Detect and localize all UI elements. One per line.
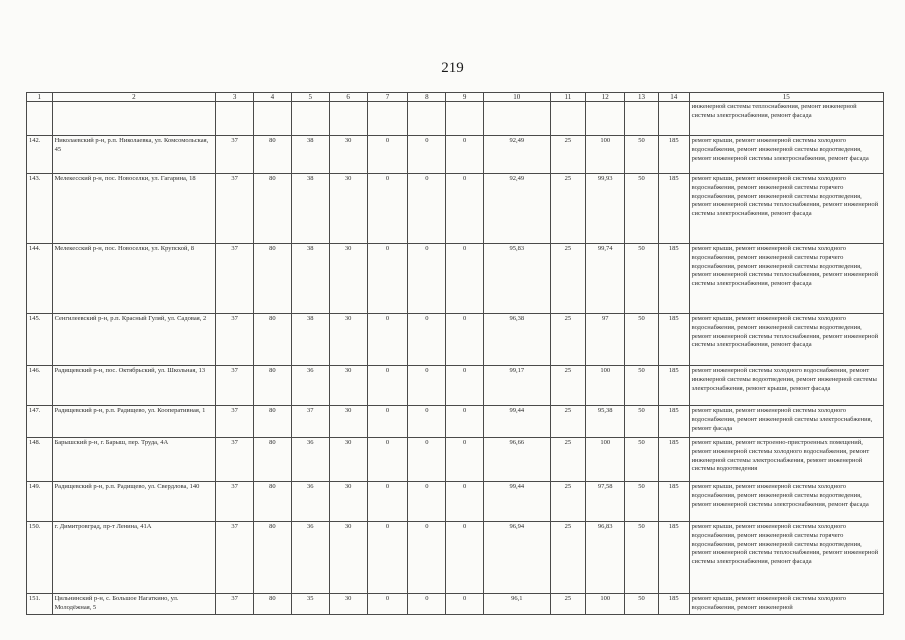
table-row: [27, 314, 884, 366]
address-cell: г. Димитровград, пр-т Ленина, 41А: [52, 522, 216, 594]
row-number: 151.: [27, 594, 53, 615]
value-cell: 99,17: [484, 366, 550, 406]
column-header: 11: [550, 93, 586, 102]
value-cell: 25: [550, 314, 586, 366]
value-cell: 99,74: [586, 244, 625, 314]
value-cell: 38: [291, 174, 329, 244]
table-row: [27, 594, 884, 615]
table-row: [27, 244, 884, 314]
value-cell: 25: [550, 406, 586, 438]
column-header: 9: [446, 93, 484, 102]
value-cell: 185: [658, 482, 689, 522]
value-cell: 185: [658, 174, 689, 244]
value-cell: 92,49: [484, 136, 550, 174]
value-cell: 50: [625, 174, 659, 244]
table-row: [27, 174, 884, 244]
value-cell: 95,38: [586, 406, 625, 438]
value-cell: 185: [658, 522, 689, 594]
value-cell: 25: [550, 366, 586, 406]
value-cell: 80: [254, 136, 292, 174]
value-cell: 37: [216, 174, 254, 244]
value-cell: 0: [367, 314, 408, 366]
works-cell: инженерной системы теплоснабжения, ремонт инженерной системы электроснабжения, ремонт фасада: [689, 102, 883, 136]
value-cell: 96,94: [484, 522, 550, 594]
address-cell: Барышский р-н, г. Барыш, пер. Труда, 4А: [52, 438, 216, 482]
value-cell: 37: [216, 366, 254, 406]
works-cell: ремонт крыши, ремонт инженерной системы холодного водоснабжения, ремонт инженерной: [689, 594, 883, 615]
value-cell: 80: [254, 314, 292, 366]
column-header: 12: [586, 93, 625, 102]
value-cell: 50: [625, 314, 659, 366]
value-cell: 185: [658, 314, 689, 366]
value-cell: 96,66: [484, 438, 550, 482]
column-header: 13: [625, 93, 659, 102]
row-number: 146.: [27, 366, 53, 406]
table-row: [27, 438, 884, 482]
address-cell: Мелекесский р-н, пос. Новоселки, ул. Крупской, 8: [52, 244, 216, 314]
value-cell: 92,49: [484, 174, 550, 244]
value-cell: 100: [586, 136, 625, 174]
value-cell: 25: [550, 594, 586, 615]
page-number: 219: [441, 60, 464, 76]
value-cell: 37: [216, 244, 254, 314]
works-cell: ремонт крыши, ремонт инженерной системы холодного водоснабжения, ремонт инженерной системы горячего водоснабжения, ремонт инженерной системы водоотведения, ремонт инженерной системы теплоснабжения, ремонт инженерной системы электроснабжения, ремонт фасада: [689, 244, 883, 314]
value-cell: 185: [658, 594, 689, 615]
value-cell: 38: [291, 244, 329, 314]
works-cell: ремонт крыши, ремонт инженерной системы холодного водоснабжения, ремонт инженерной системы горячего водоснабжения, ремонт инженерной системы водоотведения, ремонт инженерной системы теплоснабжения, ремонт инженерной системы электроснабжения, ремонт фасада: [689, 174, 883, 244]
value-cell: 25: [550, 482, 586, 522]
value-cell: 80: [254, 482, 292, 522]
row-number: 148.: [27, 438, 53, 482]
value-cell: 80: [254, 522, 292, 594]
value-cell: 0: [367, 522, 408, 594]
value-cell: 0: [367, 136, 408, 174]
value-cell: 38: [291, 314, 329, 366]
value-cell: 185: [658, 406, 689, 438]
value-cell: 0: [367, 174, 408, 244]
value-cell: 30: [329, 314, 367, 366]
row-number: 149.: [27, 482, 53, 522]
value-cell: 99,44: [484, 406, 550, 438]
value-cell: 80: [254, 438, 292, 482]
column-header: 3: [216, 93, 254, 102]
value-cell: 25: [550, 136, 586, 174]
table-row: [27, 522, 884, 594]
value-cell: 0: [408, 522, 446, 594]
row-number: 150.: [27, 522, 53, 594]
continuation-row: [27, 102, 884, 136]
value-cell: 25: [550, 174, 586, 244]
table-row: [27, 136, 884, 174]
value-cell: 0: [446, 244, 484, 314]
value-cell: 0: [446, 314, 484, 366]
works-cell: ремонт крыши, ремонт инженерной системы холодного водоснабжения, ремонт инженерной системы водоотведения, ремонт инженерной системы теплоснабжения, ремонт инженерной системы электроснабжения, ремонт фасада: [689, 314, 883, 366]
works-cell: ремонт крыши, ремонт инженерной системы холодного водоснабжения, ремонт инженерной системы водоотведения, ремонт инженерной системы электроснабжения, ремонт фасада: [689, 482, 883, 522]
value-cell: 30: [329, 174, 367, 244]
address-cell: Радищевский р-н, р.п. Радищево, ул. Кооперативная, 1: [52, 406, 216, 438]
value-cell: 185: [658, 438, 689, 482]
value-cell: 36: [291, 522, 329, 594]
value-cell: 96,83: [586, 522, 625, 594]
value-cell: 37: [216, 482, 254, 522]
value-cell: 96,38: [484, 314, 550, 366]
value-cell: 0: [408, 174, 446, 244]
value-cell: 0: [367, 244, 408, 314]
value-cell: 99,93: [586, 174, 625, 244]
column-header: 15: [689, 93, 883, 102]
value-cell: 25: [550, 244, 586, 314]
column-header: 4: [254, 93, 292, 102]
value-cell: 97,58: [586, 482, 625, 522]
value-cell: 37: [291, 406, 329, 438]
value-cell: 0: [408, 438, 446, 482]
address-cell: Радищевский р-н, р.п. Радищево, ул. Свердлова, 140: [52, 482, 216, 522]
value-cell: 37: [216, 522, 254, 594]
address-cell: Радищевский р-н, пос. Октябрьский, ул. Школьная, 13: [52, 366, 216, 406]
value-cell: 80: [254, 174, 292, 244]
value-cell: 0: [408, 366, 446, 406]
address-cell: Мелекесский р-н, пос. Новоселки, ул. Гагарина, 18: [52, 174, 216, 244]
value-cell: 95,83: [484, 244, 550, 314]
address-cell: Николаевский р-н, р.п. Николаевка, ул. Комсомольская, 45: [52, 136, 216, 174]
value-cell: 0: [446, 594, 484, 615]
row-number: 142.: [27, 136, 53, 174]
value-cell: 50: [625, 366, 659, 406]
value-cell: 0: [408, 244, 446, 314]
value-cell: 37: [216, 406, 254, 438]
column-header: 1: [27, 93, 53, 102]
value-cell: 0: [446, 482, 484, 522]
column-header: 6: [329, 93, 367, 102]
row-number: 143.: [27, 174, 53, 244]
row-number: 144.: [27, 244, 53, 314]
value-cell: 30: [329, 406, 367, 438]
address-cell: Сенгилеевский р-н, р.п. Красный Гуляй, ул. Садовая, 2: [52, 314, 216, 366]
value-cell: 50: [625, 522, 659, 594]
value-cell: 0: [446, 522, 484, 594]
value-cell: 30: [329, 136, 367, 174]
column-header: 5: [291, 93, 329, 102]
works-cell: ремонт крыши, ремонт инженерной системы холодного водоснабжения, ремонт инженерной системы горячего водоснабжения, ремонт инженерной системы водоотведения, ремонт инженерной системы теплоснабжения, ремонт инженерной системы электроснабжения, ремонт фасада: [689, 522, 883, 594]
row-number: 147.: [27, 406, 53, 438]
value-cell: 36: [291, 438, 329, 482]
column-header: 2: [52, 93, 216, 102]
value-cell: 0: [408, 314, 446, 366]
header-row: [27, 93, 884, 102]
value-cell: 30: [329, 594, 367, 615]
table-row: [27, 406, 884, 438]
value-cell: 99,44: [484, 482, 550, 522]
value-cell: 80: [254, 244, 292, 314]
value-cell: 185: [658, 244, 689, 314]
value-cell: 80: [254, 366, 292, 406]
value-cell: 25: [550, 522, 586, 594]
value-cell: 50: [625, 406, 659, 438]
works-cell: ремонт крыши, ремонт встроенно-пристроенных помещений, ремонт инженерной системы холодного водоснабжения, ремонт инженерной системы электроснабжения, ремонт инженерной системы водоотведения: [689, 438, 883, 482]
register-table: [26, 92, 884, 615]
value-cell: 37: [216, 438, 254, 482]
value-cell: 0: [446, 438, 484, 482]
value-cell: 0: [367, 438, 408, 482]
value-cell: 30: [329, 366, 367, 406]
value-cell: 30: [329, 482, 367, 522]
value-cell: 37: [216, 136, 254, 174]
value-cell: 185: [658, 136, 689, 174]
works-cell: ремонт инженерной системы холодного водоснабжения, ремонт инженерной системы водоотведения, ремонт инженерной системы электроснабжения, ремонт крыши, ремонт фасада: [689, 366, 883, 406]
value-cell: 30: [329, 438, 367, 482]
value-cell: 0: [367, 482, 408, 522]
column-header: 10: [484, 93, 550, 102]
value-cell: 0: [408, 136, 446, 174]
value-cell: 0: [446, 366, 484, 406]
column-header: 7: [367, 93, 408, 102]
value-cell: 37: [216, 314, 254, 366]
value-cell: 0: [446, 136, 484, 174]
value-cell: 0: [408, 594, 446, 615]
value-cell: 50: [625, 482, 659, 522]
value-cell: 97: [586, 314, 625, 366]
value-cell: 50: [625, 136, 659, 174]
value-cell: 35: [291, 594, 329, 615]
value-cell: 36: [291, 482, 329, 522]
value-cell: 37: [216, 594, 254, 615]
value-cell: 80: [254, 406, 292, 438]
value-cell: 0: [367, 406, 408, 438]
value-cell: 80: [254, 594, 292, 615]
value-cell: 30: [329, 522, 367, 594]
table-row: [27, 482, 884, 522]
value-cell: 100: [586, 438, 625, 482]
value-cell: 0: [446, 174, 484, 244]
value-cell: 0: [367, 594, 408, 615]
value-cell: 25: [550, 438, 586, 482]
value-cell: 50: [625, 244, 659, 314]
column-header: 8: [408, 93, 446, 102]
value-cell: 0: [408, 406, 446, 438]
value-cell: 0: [446, 406, 484, 438]
works-cell: ремонт крыши, ремонт инженерной системы холодного водоснабжения, ремонт инженерной системы водоотведения, ремонт инженерной системы электроснабжения, ремонт фасада: [689, 136, 883, 174]
column-header: 14: [658, 93, 689, 102]
works-cell: ремонт крыши, ремонт инженерной системы холодного водоснабжения, ремонт инженерной системы электроснабжения, ремонт фасада: [689, 406, 883, 438]
value-cell: 0: [408, 482, 446, 522]
table-row: [27, 366, 884, 406]
row-number: 145.: [27, 314, 53, 366]
value-cell: 0: [367, 366, 408, 406]
value-cell: 36: [291, 366, 329, 406]
value-cell: 30: [329, 244, 367, 314]
value-cell: 50: [625, 438, 659, 482]
address-cell: Цильнинский р-н, с. Большое Нагаткино, ул. Молодёжная, 5: [52, 594, 216, 615]
value-cell: 96,1: [484, 594, 550, 615]
value-cell: 100: [586, 594, 625, 615]
value-cell: 185: [658, 366, 689, 406]
value-cell: 50: [625, 594, 659, 615]
value-cell: 100: [586, 366, 625, 406]
value-cell: 38: [291, 136, 329, 174]
